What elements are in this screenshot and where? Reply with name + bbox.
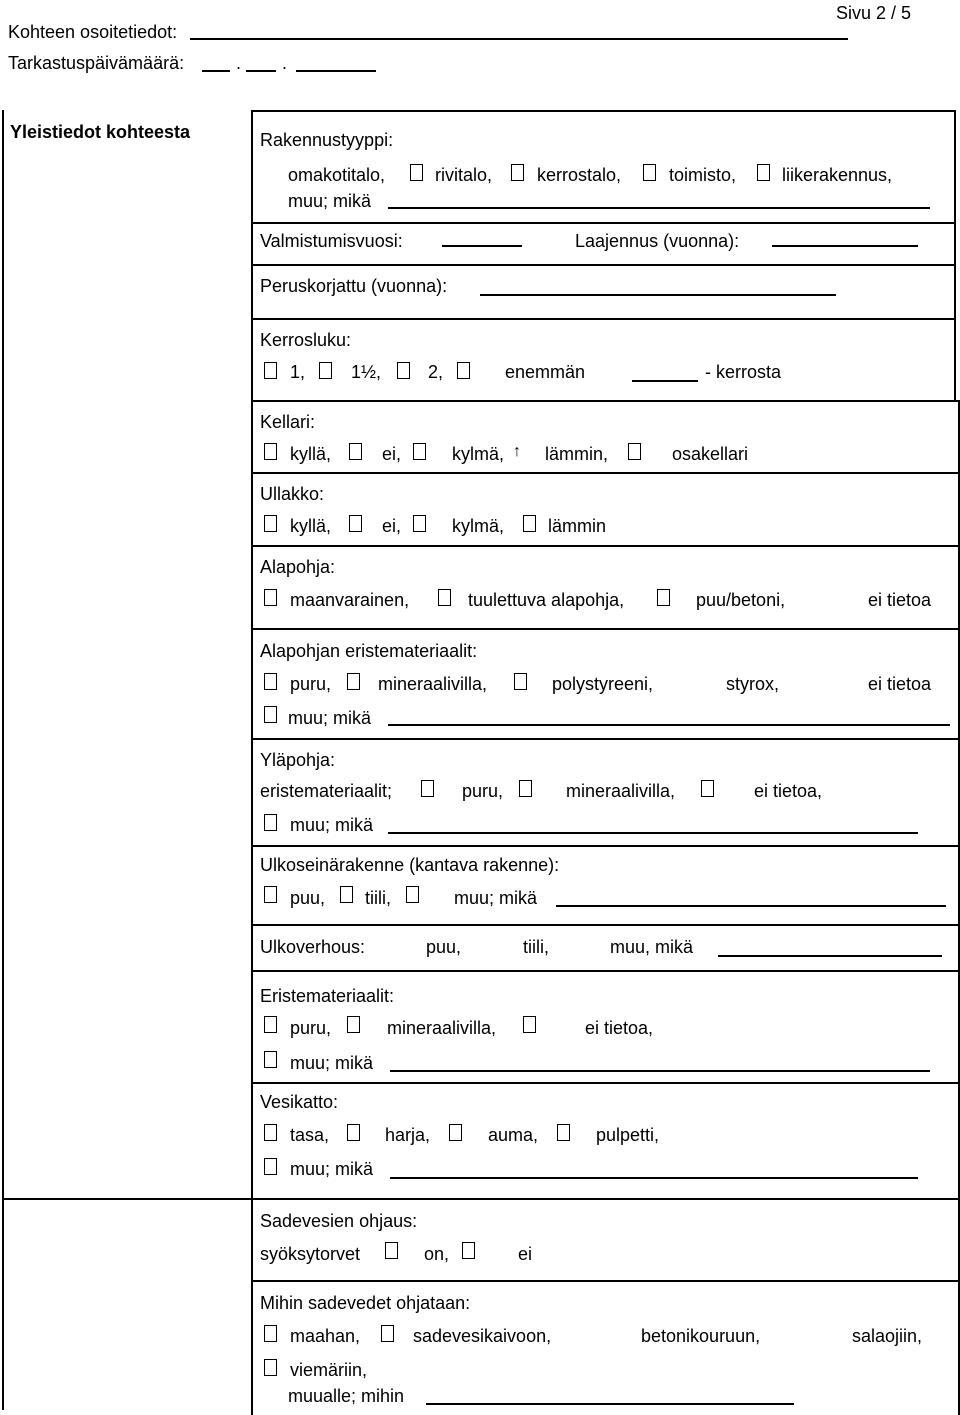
option-em-mineraalivilla: mineraalivilla, [387, 1018, 497, 1038]
date-day-field[interactable] [202, 70, 230, 72]
section-title: Yleistiedot kohteesta [10, 122, 191, 142]
row-divider [251, 1198, 960, 1200]
checkbox-vk-muu[interactable] [264, 1158, 277, 1175]
ulkoverhous-label: Ulkoverhous: [260, 937, 366, 957]
row-divider [251, 264, 956, 266]
option-osakellari: osakellari [672, 444, 749, 464]
checkbox-kellari-ei[interactable] [349, 443, 362, 460]
option-ap-polystyreeni: polystyreeni, [552, 674, 654, 694]
checkbox-ap-polystyreeni[interactable] [514, 673, 527, 690]
table-border-right-upper [954, 110, 956, 401]
option-vk-auma: auma, [488, 1125, 539, 1145]
option-kellari-lammin: lämmin, [545, 444, 609, 464]
option-maanvarainen: maanvarainen, [290, 590, 410, 610]
option-puu-betoni: puu/betoni, [696, 590, 786, 610]
checkbox-1-half[interactable] [319, 362, 332, 379]
option-yp-puru: puru, [462, 781, 504, 801]
option-kellari-kylla: kyllä, [290, 444, 332, 464]
option-betonikouruun: betonikouruun, [641, 1326, 761, 1346]
ullakko-label: Ullakko: [260, 484, 325, 504]
page-number: Sivu 2 / 5 [836, 3, 912, 23]
checkbox-kellari-kylma[interactable] [413, 443, 426, 460]
checkbox-sadevesikaivoon[interactable] [381, 1325, 394, 1342]
address-label: Kohteen osoitetiedot: [8, 22, 178, 42]
option-ullakko-kylla: kyllä, [290, 516, 332, 536]
checkbox-kellari-kylla[interactable] [264, 443, 277, 460]
ylapohja-label: Yläpohja: [260, 750, 336, 770]
checkbox-ullakko-kylma[interactable] [413, 515, 426, 532]
option-2: 2, [428, 362, 444, 382]
option-em-puru: puru, [290, 1018, 332, 1038]
row-divider [251, 924, 960, 926]
option-viemariin: viemäriin, [290, 1360, 368, 1380]
checkbox-puu-betoni[interactable] [657, 589, 670, 606]
option-em-ei-tietoa: ei tietoa, [585, 1018, 654, 1038]
muualle-field[interactable] [426, 1403, 794, 1405]
option-muualle: muualle; mihin [288, 1386, 405, 1406]
row-divider [251, 472, 960, 474]
sadevesien-label: Sadevesien ohjaus: [260, 1211, 418, 1231]
option-uv-puu: puu, [426, 937, 462, 957]
option-kellari-ei: ei, [382, 444, 402, 464]
checkbox-em-ei-tietoa[interactable] [523, 1016, 536, 1033]
option-ap-muu: muu; mikä [288, 708, 372, 728]
option-vk-harja: harja, [385, 1125, 431, 1145]
checkbox-enemman[interactable] [457, 362, 470, 379]
checkbox-vk-tasa[interactable] [264, 1124, 277, 1141]
checkbox-yp-muu[interactable] [264, 814, 277, 831]
checkbox-vk-auma[interactable] [449, 1124, 462, 1141]
date-dot: . [236, 53, 242, 73]
option-tuulettuva: tuulettuva alapohja, [468, 590, 625, 610]
valmistumisvuosi-field[interactable] [442, 245, 522, 247]
option-yp-mineraalivilla: mineraalivilla, [566, 781, 676, 801]
uv-other-field[interactable] [718, 955, 942, 957]
checkbox-sv-on[interactable] [385, 1242, 398, 1259]
option-ullakko-kylma: kylmä, [452, 516, 505, 536]
table-border-left [2, 110, 4, 1410]
checkbox-toimisto[interactable] [643, 164, 656, 181]
rakennustyyppi-other-field[interactable] [388, 207, 930, 209]
kerrosluku-field[interactable] [632, 380, 698, 382]
option-maahan: maahan, [290, 1326, 361, 1346]
option-kerrostalo: kerrostalo, [537, 165, 622, 185]
checkbox-vk-harja[interactable] [347, 1124, 360, 1141]
row-divider [251, 1280, 960, 1282]
option-vk-pulpetti: pulpetti, [596, 1125, 660, 1145]
row-divider [251, 222, 956, 224]
ylapohja-prefix: eristemateriaalit; [260, 781, 393, 801]
valmistumisvuosi-label: Valmistumisvuosi: [260, 231, 403, 251]
checkbox-ap-muu[interactable] [264, 706, 277, 723]
option-us-muu: muu; mikä [454, 888, 538, 908]
row-divider [251, 845, 960, 847]
left-column-bottom [2, 1198, 252, 1200]
mihin-label: Mihin sadevedet ohjataan: [260, 1293, 471, 1313]
alapohjan-eriste-label: Alapohjan eristemateriaalit: [260, 641, 478, 661]
kerrosta-suffix: - kerrosta [705, 362, 782, 382]
option-sv-on: on, [424, 1244, 450, 1264]
option-yp-ei-tietoa: ei tietoa, [754, 781, 823, 801]
kerrosluku-label: Kerrosluku: [260, 330, 352, 350]
alapohja-label: Alapohja: [260, 557, 336, 577]
row-divider [251, 628, 960, 630]
option-1: 1, [290, 362, 306, 382]
row-divider [251, 318, 956, 320]
peruskorjattu-label: Peruskorjattu (vuonna): [260, 276, 448, 296]
date-dot: . [282, 53, 288, 73]
checkbox-em-puru[interactable] [264, 1016, 277, 1033]
option-ap-mineraalivilla: mineraalivilla, [378, 674, 488, 694]
checkbox-kerrostalo[interactable] [511, 164, 524, 181]
checkbox-2[interactable] [397, 362, 410, 379]
row-divider [251, 545, 960, 547]
checkbox-ullakko-kylla[interactable] [264, 515, 277, 532]
row-divider [251, 738, 960, 740]
option-em-muu: muu; mikä [290, 1053, 374, 1073]
checkbox-maanvarainen[interactable] [264, 589, 277, 606]
checkbox-em-mineraalivilla[interactable] [347, 1016, 360, 1033]
option-muu: muu; mikä [288, 191, 372, 211]
row-divider [251, 400, 960, 402]
checkbox-ullakko-lammin[interactable] [523, 515, 536, 532]
eristemateriaalit-label: Eristemateriaalit: [260, 986, 395, 1006]
checkbox-osakellari[interactable] [628, 443, 641, 460]
checkbox-em-muu[interactable] [264, 1051, 277, 1068]
vk-other-field[interactable] [390, 1177, 918, 1179]
option-1-half: 1½, [351, 362, 382, 382]
checkbox-sv-ei[interactable] [462, 1242, 475, 1259]
peruskorjattu-field[interactable] [480, 294, 836, 296]
checkbox-yp-ei-tietoa[interactable] [701, 780, 714, 797]
option-sadevesikaivoon: sadevesikaivoon, [413, 1326, 552, 1346]
option-ap-puru: puru, [290, 674, 332, 694]
option-ullakko-lammin: lämmin [548, 516, 607, 536]
option-sv-ei: ei [518, 1244, 533, 1264]
checkbox-yp-mineraalivilla[interactable] [519, 780, 532, 797]
option-uv-muu: muu, mikä [610, 937, 694, 957]
laajennus-field[interactable] [772, 245, 918, 247]
checkbox-us-muu[interactable] [406, 886, 419, 903]
checkbox-ap-puru[interactable] [264, 673, 277, 690]
ulkoseina-label: Ulkoseinärakenne (kantava rakenne): [260, 855, 560, 875]
rakennustyyppi-label: Rakennustyyppi: [260, 130, 394, 150]
us-other-field[interactable] [556, 905, 946, 907]
checkbox-yp-puru[interactable] [421, 780, 434, 797]
laajennus-label: Laajennus (vuonna): [575, 231, 740, 251]
option-us-tiili: tiili, [365, 888, 391, 908]
option-kellari-kylma: kylmä, [452, 444, 505, 464]
checkbox-vk-pulpetti[interactable] [557, 1124, 570, 1141]
ap-other-field[interactable] [388, 724, 950, 726]
option-rivitalo: rivitalo, [435, 165, 493, 185]
option-ap-styrox: styrox, [726, 674, 780, 694]
checkbox-tuulettuva[interactable] [438, 589, 451, 606]
table-divider [251, 110, 253, 1415]
checkbox-liikerakennus[interactable] [757, 164, 770, 181]
checkbox-rivitalo[interactable] [410, 164, 423, 181]
checkbox-us-puu[interactable] [264, 886, 277, 903]
option-omakotitalo: omakotitalo, [288, 165, 386, 185]
checkbox-ap-mineraalivilla[interactable] [347, 673, 360, 690]
option-alapohja-ei-tietoa: ei tietoa [868, 590, 932, 610]
checkbox-maahan[interactable] [264, 1325, 277, 1342]
sadevesien-prefix: syöksytorvet [260, 1244, 361, 1264]
option-ullakko-ei: ei, [382, 516, 402, 536]
option-us-puu: puu, [290, 888, 326, 908]
option-toimisto: toimisto, [669, 165, 737, 185]
option-salaojiin: salaojiin, [852, 1326, 923, 1346]
date-month-field[interactable] [246, 70, 276, 72]
option-enemman: enemmän [505, 362, 586, 382]
vesikatto-label: Vesikatto: [260, 1092, 339, 1112]
checkbox-ullakko-ei[interactable] [349, 515, 362, 532]
yp-other-field[interactable] [388, 832, 918, 834]
em-other-field[interactable] [390, 1070, 930, 1072]
option-vk-tasa: tasa, [290, 1125, 330, 1145]
option-liikerakennus: liikerakennus, [782, 165, 893, 185]
address-field[interactable] [190, 38, 848, 40]
option-ap-ei-tietoa: ei tietoa [868, 674, 932, 694]
arrow-up-icon: ↑ [513, 443, 521, 460]
checkbox-1[interactable] [264, 362, 277, 379]
option-vk-muu: muu; mikä [290, 1159, 374, 1179]
kellari-label: Kellari: [260, 412, 316, 432]
table-border-top [251, 110, 956, 112]
date-label: Tarkastuspäivämäärä: [8, 53, 185, 73]
option-uv-tiili: tiili, [523, 937, 549, 957]
checkbox-us-tiili[interactable] [340, 886, 353, 903]
option-yp-muu: muu; mikä [290, 815, 374, 835]
date-year-field[interactable] [296, 70, 376, 72]
row-divider [251, 970, 960, 972]
checkbox-viemariin[interactable] [264, 1359, 277, 1376]
row-divider [251, 1082, 960, 1084]
